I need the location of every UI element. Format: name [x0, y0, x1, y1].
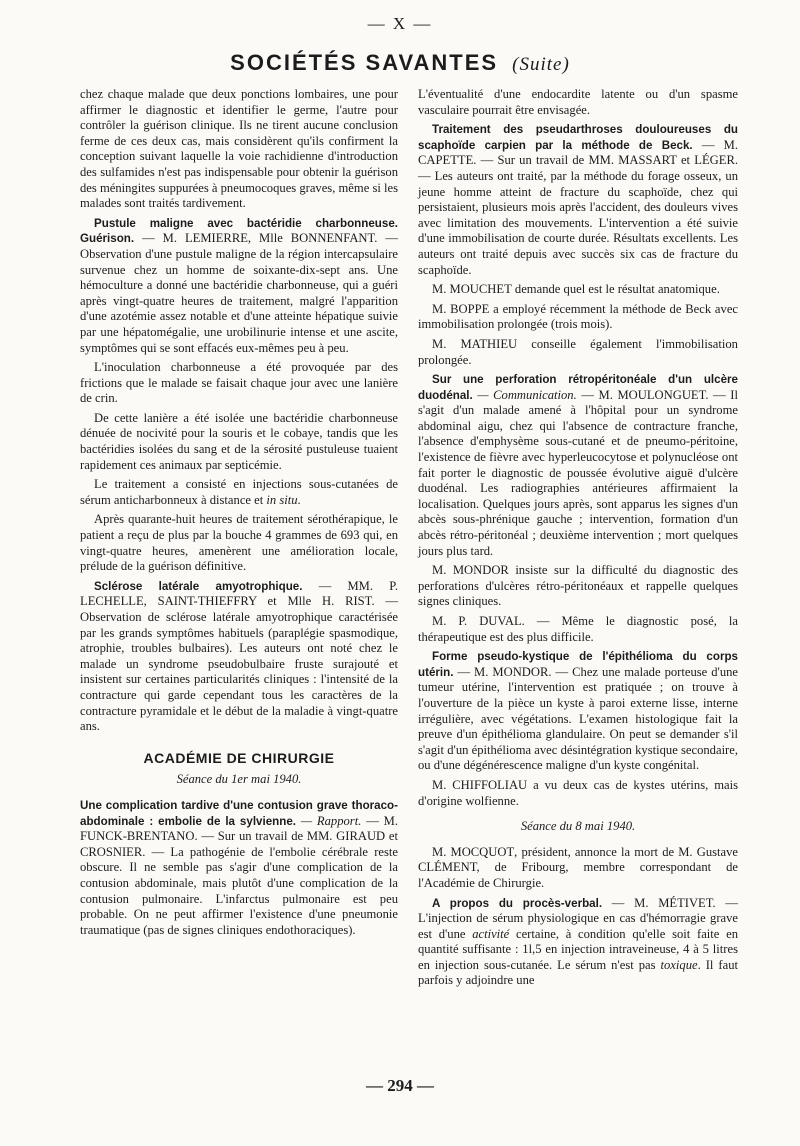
speaker-name: M. MONDOR — [432, 563, 509, 578]
article-authors: — M. CAPETTE. — Sur un travail de MM. MASSART et LÉGER. — [418, 137, 738, 168]
text-span: . Il faut parfois y adjoindre une — [418, 957, 739, 988]
speaker-name: M. BOPPE — [432, 301, 490, 316]
text-span: — L'injection de sérum physiologique en cas d'hémorragie grave est d'une — [418, 895, 738, 941]
article-authors: — M. MÉTIVET. — [611, 895, 716, 910]
article-authors: — M. MOULONGUET. — [581, 387, 709, 402]
section-heading: ACADÉMIE DE CHIRURGIE — [143, 749, 335, 766]
left-column — [80, 87, 398, 942]
paragraph — [418, 302, 738, 333]
text-span: demande quel est le résultat anatomique. — [514, 282, 720, 297]
paragraph: L'inoculation charbonneuse a été provoquée par des frictions que le malade se faisait chaque jour avec une lanière de crin. — [80, 360, 398, 406]
paragraph — [418, 896, 738, 990]
italic-span: in situ — [266, 492, 298, 507]
paragraph — [418, 614, 738, 645]
paragraph: L'éventualité d'une endocardite latente ou d'un spasme vasculaire pourrait être envisagée. — [418, 87, 738, 117]
article-text: — Les auteurs ont traité, par la méthode du forage osseux, un jeune homme atteint de fracture du scaphoïde, chez qui persistaient, plusieurs mois après l'accident, des douleurs vives avec limitation des mouvements. L'intervention a été suivie d'une immobilisation de courte durée. Résultats excellents. Les auteurs ont traité depuis avec succès six cas de fracture du scaphoïde. — [418, 168, 738, 277]
article-text: — Observation d'une pustule maligne de la région intercapsulaire survenue chez un homme de soixante-dix-sept ans. Une hémoculture a donné une bactéridie charbonneuse, qui a guéri après vingt-quatre heures de traitement, malgré l'apparition d'une azotémie assez notable et d'une atteinte hépatique suivie par une hépatomégalie, une urobilinurie intense et une ascite, symptômes qui se sont effacés eux-mêmes peu à peu. — [80, 231, 398, 355]
article-title: Forme pseudo-kystique de l'épithélioma du corps utérin. — [418, 650, 738, 679]
article-title: A propos du procès-verbal. — [432, 896, 603, 910]
italic-span: toxique — [660, 957, 698, 972]
article-text: — Il s'agit d'un malade amené à l'hôpital pour un syndrome abdominal aigu, chez qui l'absence de contracture franche, l'absence d'emphysème sous-cutané et de pneumo-péritoine, l'existence de fièvre avec hyperleucocytose et polynucléose ont fait porter le diagnostic de poussée évolutive aiguë d'ulcère duodénal. Les radiographies antérieures affirmaient la localisation. Quelques jours après, sont apparus les signes d'un abcès sous-phrénique gauche ; intervention, formation d'un abcès rétro-péritonéal ; deuxième intervention ; mort quelques jours plus tard. — [418, 387, 739, 558]
paragraph — [418, 337, 738, 368]
text-span: certaine, à condition qu'elle soit faite en quantité suffisante : 1l,5 en injection intraveineuse, 4 à 5 litres en injection sous-cutanée. Le sérum n'est pas — [418, 926, 738, 972]
paragraph — [418, 372, 738, 559]
paragraph — [418, 563, 738, 610]
speaker-name: M. MOCQUOT — [432, 844, 515, 859]
text-span: a vu deux cas de kystes utérins, mais d'origine wolfienne. — [418, 777, 738, 808]
text-span: . — [297, 492, 301, 507]
article-title: Sclérose latérale amyotrophique. — [94, 579, 303, 593]
paragraph — [418, 282, 738, 298]
right-column — [418, 87, 738, 993]
paragraph — [418, 778, 738, 809]
title-text: SOCIÉTÉS SAVANTES — [230, 50, 499, 75]
article-text: — Observation de sclérose latérale amyotrophique caractérisée par les grands symptômes habituels (paraplégie spasmodique, atrophie, troubles bulbaires). Les auteurs ont noté chez le malade un syndrome pseudobulbaire fruste surajouté et insistent sur certaines particularités cliniques : l'intensité de la contracture qui garde cependant tous les caractères de la contracture pyramidale et le début de la maladie à vingt-quatre ans. — [80, 594, 398, 734]
speaker-name: M. P. DUVAL. — [432, 614, 525, 628]
article-authors: — M. LEMIERRE, Mlle BONNENFANT. — [142, 231, 378, 246]
article-title: Traitement des pseudarthroses douloureuses du scaphoïde carpien par la méthode de Beck. — [418, 123, 738, 152]
paragraph — [418, 122, 738, 278]
running-title — [0, 50, 800, 76]
paragraph — [418, 845, 738, 892]
article-title: Pustule maligne avec bactéridie charbonneuse. Guérison. — [80, 216, 398, 246]
article-type: — Rapport. — [300, 813, 362, 828]
article-text: — La pathogénie de l'embolie cérébrale reste obscure. Il ne semble pas s'agir d'une complication de la contusion abdominale, mais plutôt d'une complication de la contusion pulmonaire. L'infarctus pulmonaire est peu probable. On ne peut affirmer l'existence d'une pneumonie traumatique (pas de signes cliniques endothoraciques). — [80, 844, 398, 937]
text-span: a employé récemment la méthode de Beck avec immobilisation prolongée (trois mois). — [418, 301, 738, 332]
article-text: — Chez une malade porteuse d'une tumeur utérine, l'intervention est pratiquée ; on trouve à l'ouverture de la pièce un kyste à paroi externe lisse, interne irrégulière, avec végétations. L'examen histologique fait la preuve d'un épithélioma glandulaire. On peut se demander s'il s'agit d'un épithélioma avec désintégration kystique secondaire, ou d'une dégénérescence maligne d'un kyste congénital. — [418, 664, 738, 773]
paragraph: De cette lanière a été isolée une bactéridie charbonneuse dénuée de nocivité pour la souris et le cobaye, tandis que les bactéridies isolées du sang et de la sérosité pustuleuse tuaient rapidement ces animaux par septicémie. — [80, 410, 398, 472]
paragraph: chez chaque malade que deux ponctions lombaires, une pour affirmer le diagnostic et identifier le germe, l'autre pour contrôler la guérison clinique. Ils ne tirent aucune conclusion ferme de ces deux cas, mais considèrent qu'ils confirment la conception suivant laquelle la voie rachidienne d'introduction des sulfamides n'est pas indispensable pour obtenir la guérison des méningites suppurées à pneumocoques graves, même si les malades sont traités tardivement. — [80, 87, 398, 211]
article-authors: — M. MONDOR. — [457, 664, 552, 679]
paragraph — [80, 579, 398, 735]
paragraph: Après quarante-huit heures de traitement sérothérapique, le patient a reçu de plus par la bouche 4 grammes de 693 qui, en vingt-quatre heures, amenèrent une amélioration locale, prélude de la guérison définitive. — [80, 512, 398, 574]
article-authors: — M. FUNCK-BRENTANO. — Sur un travail de MM. GIRAUD et CROSNIER. — [80, 813, 398, 859]
session-date: Séance du 1er mai 1940. — [176, 772, 302, 787]
speaker-name: M. MOUCHET — [432, 282, 512, 297]
title-suite: (Suite) — [512, 54, 570, 75]
page-number: — 294 — — [366, 1076, 434, 1095]
article-title: Sur une perforation rétropéritonéale d'un ulcère duodénal. — [418, 373, 738, 402]
session-date: Séance du 8 mai 1940. — [520, 819, 636, 834]
italic-span: activité — [472, 926, 510, 941]
text-span: conseille également l'immobilisation prolongée. — [418, 336, 738, 367]
paragraph — [418, 649, 738, 774]
paragraph — [80, 216, 398, 356]
speaker-name: M. MATHIEU — [432, 336, 518, 351]
text-span: , président, annonce la mort de M. Gustave CLÉMENT, de Fribourg, membre correspondant de l'Académie de Chirurgie. — [418, 844, 738, 890]
article-type: — Communication. — [477, 387, 577, 402]
paragraph — [80, 798, 398, 938]
speaker-name: M. CHIFFOLIAU — [432, 777, 528, 792]
article-authors: — MM. P. LECHELLE, SAINT-THIEFFRY et Mlle H. RIST. — [80, 578, 398, 609]
text-span: insiste sur la difficulté du diagnostic des perforations d'ulcères rétro-péritonéaux et rappelle quelques signes cliniques. — [418, 563, 738, 609]
text-span: — Même le diagnostic posé, la thérapeutique est des plus difficile. — [418, 614, 739, 644]
paragraph — [80, 477, 398, 508]
text-span: Le traitement a consisté en injections sous-cutanées de sérum anticharbonneux à distance et — [80, 477, 398, 507]
roman-page-number: — X — — [367, 14, 433, 33]
article-title: Une complication tardive d'une contusion grave thoraco-abdominale : embolie de la sylvienne. — [80, 798, 398, 828]
